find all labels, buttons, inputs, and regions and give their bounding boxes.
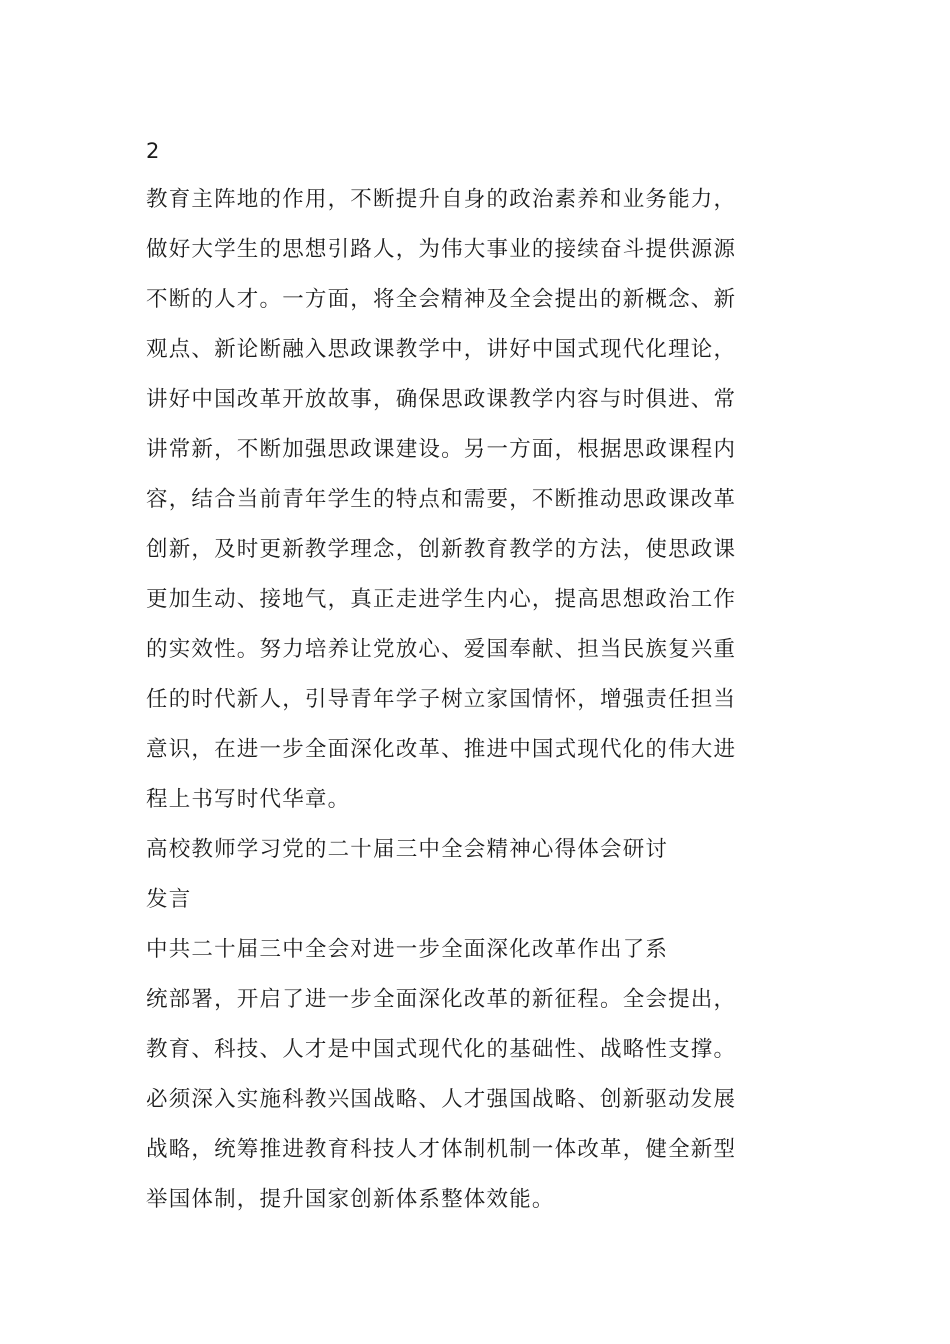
text-line: 的实效性。努力培养让党放心、爱国奉献、担当民族复兴重 [146, 637, 737, 662]
text-line: 举国体制，提升国家创新体系整体效能。 [146, 1187, 555, 1212]
text-line: 更加生动、接地气，真正走进学生内心，提高思想政治工作 [146, 587, 737, 612]
text-line: 做好大学生的思想引路人，为伟大事业的接续奋斗提供源源 [146, 237, 737, 262]
text-line: 必须深入实施科教兴国战略、人才强国战略、创新驱动发展 [146, 1087, 737, 1112]
text-line: 程上书写时代华章。 [146, 787, 351, 812]
text-line: 创新，及时更新教学理念，创新教育教学的方法，使思政课 [146, 537, 737, 562]
text-line: 观点、新论断融入思政课教学中，讲好中国式现代化理论， [146, 337, 737, 362]
text-line: 不断的人才。一方面，将全会精神及全会提出的新概念、新 [146, 287, 737, 312]
text-line: 讲常新，不断加强思政课建设。另一方面，根据思政课程内 [146, 437, 737, 462]
page-number: 2 [146, 139, 160, 163]
text-line: 意识，在进一步全面深化改革、推进中国式现代化的伟大进 [146, 737, 737, 762]
text-line: 教育主阵地的作用，不断提升自身的政治素养和业务能力， [146, 187, 737, 212]
text-line: 战略，统筹推进教育科技人才体制机制一体改革，健全新型 [146, 1137, 737, 1162]
text-line: 讲好中国改革开放故事，确保思政课教学内容与时俱进、常 [146, 387, 737, 412]
text-line: 中共二十届三中全会对进一步全面深化改革作出了系 [146, 937, 669, 962]
text-line: 容，结合当前青年学生的特点和需要，不断推动思政课改革 [146, 487, 737, 512]
text-line: 任的时代新人，引导青年学子树立家国情怀，增强责任担当 [146, 687, 737, 712]
section-title-line: 发言 [146, 887, 192, 912]
text-line: 教育、科技、人才是中国式现代化的基础性、战略性支撑。 [146, 1037, 737, 1062]
section-title-line: 高校教师学习党的二十届三中全会精神心得体会研讨 [146, 837, 669, 862]
body-text [146, 182, 746, 1232]
text-line: 统部署，开启了进一步全面深化改革的新征程。全会提出， [146, 987, 737, 1012]
